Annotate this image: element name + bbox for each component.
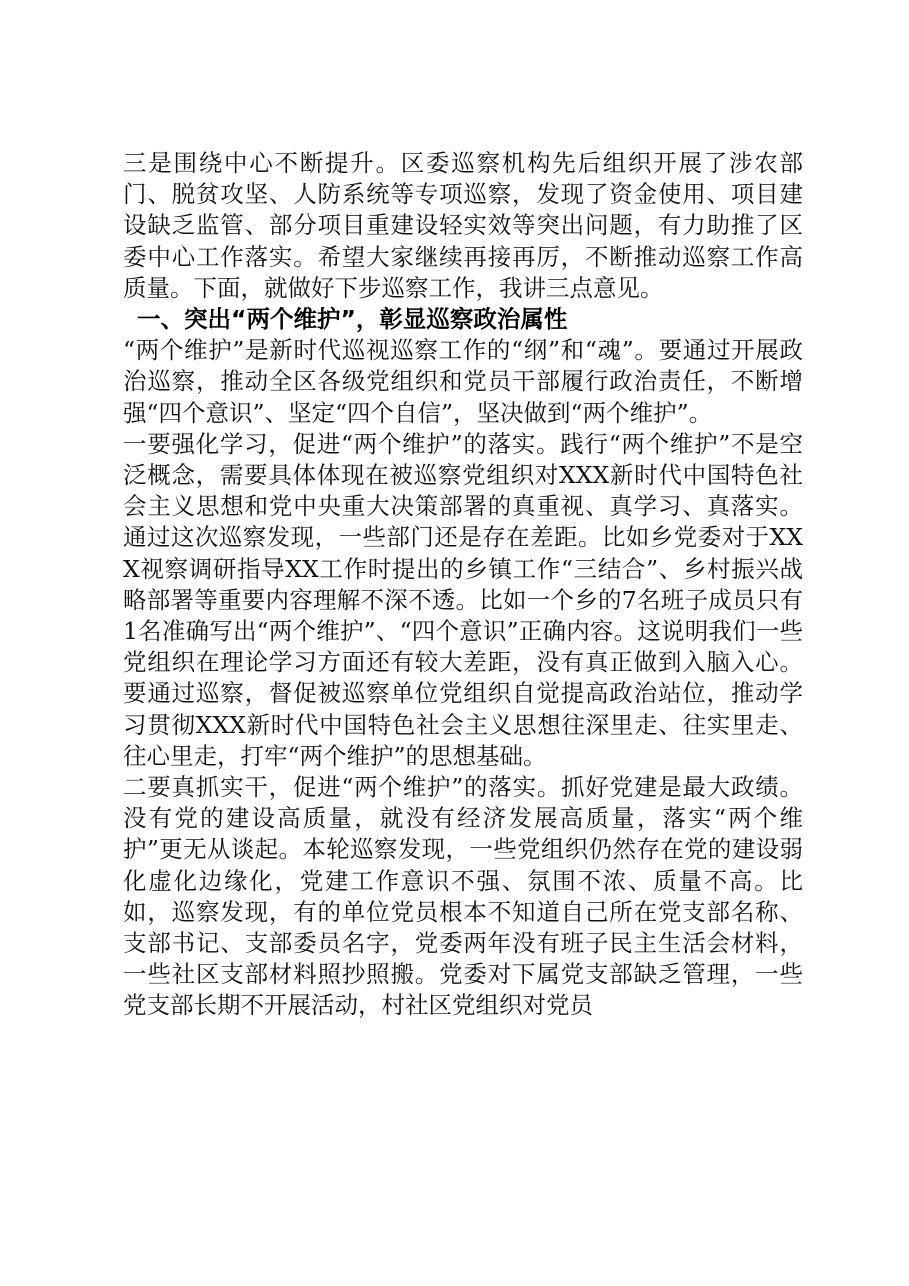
section-heading: 一、突出“两个维护”，彰显巡察政治属性 [137, 305, 568, 334]
section-intro-paragraph: “两个维护”是新时代巡视巡察工作的“纲”和“魂”。要通过开展政治巡察，推动全区各级党组织和党员干部履行政治责任，不断增强“四个意识”、坚定“四个自信”，坚决做到“两个维护”。 [123, 336, 803, 427]
document-body [123, 148, 803, 1022]
point-one-paragraph: 一要强化学习，促进“两个维护”的落实。践行“两个维护”不是空泛概念，需要具体体现在被巡察党组织对XXX新时代中国特色社会主义思想和党中央重大决策部署的真重视、真学习、真落实。通过这次巡察发现，一些部门还是存在差距。比如乡党委对于XXX视察调研指导XX工作时提出的乡镇工作“三结合”、乡村振兴战略部署等重要内容理解不深不透。比如一个乡的7名班子成员只有1名准确写出“两个维护”、“四个意识”正确内容。这说明我们一些党组织在理论学习方面还有较大差距，没有真正做到入脑入心。要通过巡察，督促被巡察单位党组织自觉提高政治站位，推动学习贯彻XXX新时代中国特色社会主义思想往深里走、往实里走、往心里走，打牢“两个维护”的思想基础。 [123, 429, 803, 770]
point-two-paragraph: 二要真抓实干，促进“两个维护”的落实。抓好党建是最大政绩。没有党的建设高质量，就没有经济发展高质量，落实“两个维护”更无从谈起。本轮巡察发现，一些党组织仍然存在党的建设弱化虚化边缘化，党建工作意识不强、氛围不浓、质量不高。比如，巡察发现，有的单位党员根本不知道自己所在党支部名称、支部书记、支部委员名字，党委两年没有班子民主生活会材料，一些社区支部材料照抄照搬。党委对下属党支部缺乏管理，一些党支部长期不开展活动，村社区党组织对党员 [123, 773, 803, 1020]
intro-paragraph: 三是围绕中心不断提升。区委巡察机构先后组织开展了涉农部门、脱贫攻坚、人防系统等专项巡察，发现了资金使用、项目建设缺乏监管、部分项目重建设轻实效等突出问题，有力助推了区委中心工作落实。希望大家继续再接再厉，不断推动巡察工作高质量。下面，就做好下步巡察工作，我讲三点意见。 [123, 149, 803, 302]
